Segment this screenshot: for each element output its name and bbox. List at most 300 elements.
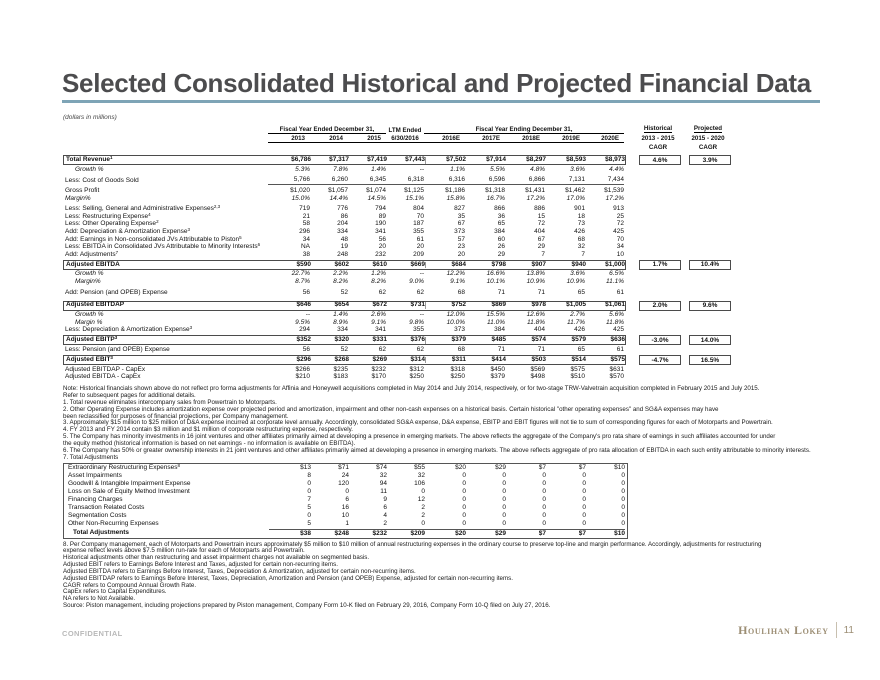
cagr-projected-cell: 16.5% bbox=[689, 355, 731, 365]
ltm-date-col: 6/30/2016 bbox=[386, 135, 424, 143]
value-cell: 72 bbox=[537, 220, 545, 228]
footnote-line: Historical adjustments other than restructuring and asset impairment charges not available on segmented basis. bbox=[63, 554, 370, 562]
value-cell: 0 bbox=[462, 488, 466, 496]
value-cell: 232 bbox=[375, 250, 386, 258]
value-cell: 6,345 bbox=[348, 177, 386, 186]
table-row bbox=[63, 177, 863, 185]
row-label-text: Less: Restructuring Expense bbox=[65, 212, 149, 220]
value-cell: 0 bbox=[462, 504, 466, 512]
row-label bbox=[64, 513, 269, 520]
footnote-ref: 3 bbox=[189, 325, 193, 331]
value-cell: 0 bbox=[421, 520, 425, 528]
value-cell: 62 bbox=[378, 346, 386, 354]
value-cell: $646 bbox=[296, 301, 311, 309]
value-cell: $379 bbox=[490, 373, 505, 381]
financial-table-header bbox=[63, 124, 863, 152]
value-cell: $907 bbox=[531, 260, 546, 268]
value-cell: 187 bbox=[413, 220, 424, 228]
header-years-row bbox=[63, 134, 863, 143]
value-cell: 0 bbox=[542, 504, 546, 512]
value-cell: $29 bbox=[466, 529, 506, 538]
value-cell: $7,443 bbox=[405, 156, 425, 164]
year-col: 2019E bbox=[562, 135, 580, 143]
units-note: (dollars in millions) bbox=[63, 114, 117, 121]
cagr-projected-cell bbox=[687, 213, 729, 221]
value-cell: 7,131 bbox=[545, 177, 585, 186]
value-cell: $266 bbox=[295, 365, 310, 373]
value-cell: 68 bbox=[577, 235, 585, 243]
value-cell: 2.2% bbox=[333, 270, 348, 278]
value-cell: 0 bbox=[421, 488, 425, 496]
value-cell: 0 bbox=[621, 480, 625, 488]
value-cell: 12 bbox=[417, 496, 425, 504]
value-cell: $669 bbox=[410, 260, 425, 268]
value-cell: 0 bbox=[462, 512, 466, 520]
value-cell: 0 bbox=[345, 488, 349, 496]
row-label-text: Less: Depreciation & Amortization Expense bbox=[65, 326, 190, 334]
value-cell: 61 bbox=[616, 288, 624, 296]
cagr-projected-cell bbox=[687, 188, 729, 196]
value-cell: 0 bbox=[307, 480, 311, 488]
value-cell: $978 bbox=[531, 301, 546, 309]
value-cell: 204 bbox=[337, 220, 348, 228]
value-cell: 11.8% bbox=[606, 318, 624, 326]
value-cell: 6,316 bbox=[424, 177, 465, 186]
row-label bbox=[64, 497, 269, 504]
cagr-historical-title: Historical bbox=[643, 125, 673, 132]
value-cell: $654 bbox=[334, 301, 349, 309]
value-cell: $631 bbox=[609, 365, 624, 373]
row-label bbox=[64, 521, 269, 528]
row-label bbox=[63, 312, 268, 319]
year-col: 2018E bbox=[522, 135, 540, 143]
value-cell: $579 bbox=[571, 336, 586, 344]
value-cell: $575 bbox=[570, 365, 585, 373]
value-cell: 1.4% bbox=[333, 311, 348, 319]
footnotes-bottom bbox=[63, 542, 863, 610]
row-main bbox=[64, 529, 625, 537]
value-cell: 1.4% bbox=[371, 165, 386, 173]
value-cell: 6,260 bbox=[310, 177, 348, 186]
table-row bbox=[63, 195, 863, 203]
value-cell: 8.2% bbox=[371, 278, 386, 286]
value-cell: 1.2% bbox=[371, 270, 386, 278]
value-cell: 0 bbox=[462, 496, 466, 504]
value-cell: 719 bbox=[299, 205, 310, 213]
value-cell: 913 bbox=[613, 205, 624, 213]
value-cell: 10.9% bbox=[526, 278, 545, 286]
value-cell: 9.1% bbox=[371, 318, 386, 326]
footnote-line: Adjusted EBIT refers to Earnings Before Interest and Taxes, adjusted for certain non-recurring items. bbox=[63, 561, 338, 569]
row-main bbox=[63, 346, 624, 354]
table-row bbox=[63, 155, 863, 165]
cagr-historical-cell: 1.7% bbox=[639, 260, 681, 270]
value-cell: $311 bbox=[425, 357, 466, 364]
value-cell: 61 bbox=[416, 235, 424, 243]
footnote-ref: 2 bbox=[156, 219, 159, 225]
value-cell: 62 bbox=[416, 346, 424, 354]
value-cell: 20 bbox=[378, 243, 386, 251]
footer-divider bbox=[836, 622, 837, 638]
value-cell: 11.1% bbox=[606, 278, 624, 286]
value-cell: $314 bbox=[410, 355, 425, 363]
value-cell: 3.6% bbox=[570, 270, 585, 278]
value-cell: 29 bbox=[537, 243, 545, 251]
footnote-line: expense reflect levels above $7.5 million run-rate for each of Motorparts and Powertrain. bbox=[63, 547, 305, 555]
row-label-text: Goodwill & Intangible Impairment Expense bbox=[68, 480, 191, 488]
value-cell: 8.7% bbox=[295, 278, 310, 286]
row-label-text: Total Revenue bbox=[66, 156, 110, 164]
row-main bbox=[63, 327, 624, 335]
value-cell: $170 bbox=[371, 373, 386, 381]
row-label bbox=[63, 188, 268, 195]
row-label bbox=[63, 229, 268, 236]
table-row bbox=[63, 297, 863, 300]
cagr-projected-cell bbox=[687, 366, 729, 374]
value-cell: 17.0% bbox=[566, 194, 585, 202]
value-cell: 52 bbox=[340, 288, 348, 296]
value-cell: $7,317 bbox=[329, 156, 349, 164]
value-cell: 5.3% bbox=[295, 165, 310, 173]
cagr-projected-title: Projected bbox=[693, 125, 723, 132]
value-cell: 6,866 bbox=[505, 177, 545, 186]
footnote-ref: 4 bbox=[148, 211, 151, 217]
value-cell: 0 bbox=[542, 488, 546, 496]
row-label-text: Segmentation Costs bbox=[68, 512, 127, 520]
value-cell: 60 bbox=[497, 235, 505, 243]
header-cagr-main bbox=[63, 143, 624, 152]
value-cell: 26 bbox=[497, 243, 505, 251]
value-cell: 6,596 bbox=[465, 177, 505, 186]
footnote-line: 3. Approximately $15 million to $25 million of D&A expense incurred at corporate level annually. Accordingly, consolidated SG&A expense, D&A expense, EBITP and EBIT figures will not tie to sum of corresponding figures for each of Motorparts and Powertrain. bbox=[63, 419, 773, 427]
cagr-historical-cell: 2.0% bbox=[639, 301, 681, 311]
value-cell: 12.6% bbox=[526, 311, 545, 319]
value-cell: -- bbox=[419, 165, 424, 173]
row-main bbox=[63, 374, 624, 382]
table-row bbox=[63, 355, 863, 365]
row-label-text: Growth % bbox=[75, 165, 104, 173]
footnote-line: 4. FY 2013 and FY 2014 contain $3 million and $1 million of corporate restructuring expense, respectively. bbox=[63, 426, 353, 434]
value-cell: $869 bbox=[491, 301, 506, 309]
cagr-projected-cell bbox=[687, 236, 729, 244]
row-label-text: Adjusted EBITDA - CapEx bbox=[65, 373, 141, 381]
value-cell: 901 bbox=[574, 205, 585, 213]
value-cell: 9.1% bbox=[450, 278, 465, 286]
row-label bbox=[63, 290, 268, 297]
cagr-historical-cell bbox=[637, 346, 679, 354]
value-cell: 0 bbox=[462, 480, 466, 488]
value-cell: 61 bbox=[616, 346, 624, 354]
cagr-projected-cell bbox=[687, 244, 729, 252]
value-cell: $318 bbox=[450, 365, 465, 373]
row-label bbox=[63, 196, 268, 203]
row-label bbox=[64, 489, 269, 496]
footnote-line: NA refers to Not Available. bbox=[63, 595, 136, 603]
value-cell: 0 bbox=[621, 512, 625, 520]
row-label bbox=[64, 337, 269, 344]
row-label bbox=[63, 178, 268, 185]
footnote-ref: 6 bbox=[257, 242, 261, 248]
value-cell: $248 bbox=[311, 529, 349, 538]
cagr-historical-cell bbox=[637, 195, 679, 203]
value-cell: $450 bbox=[490, 365, 505, 373]
cagr-projected-cell bbox=[687, 221, 729, 229]
value-cell: 190 bbox=[375, 220, 386, 228]
row-label bbox=[63, 244, 268, 251]
value-cell: 1 bbox=[345, 520, 349, 528]
adjustments-table bbox=[63, 463, 628, 539]
value-cell: 0 bbox=[502, 504, 506, 512]
value-cell: $250 bbox=[450, 373, 465, 381]
table-row bbox=[63, 251, 863, 259]
value-cell: 71 bbox=[497, 288, 505, 296]
value-cell: 32 bbox=[577, 243, 585, 251]
value-cell: 8.2% bbox=[333, 278, 348, 286]
value-cell: $7 bbox=[546, 529, 586, 538]
value-cell: 404 bbox=[534, 228, 545, 236]
value-cell: 0 bbox=[582, 520, 586, 528]
row-label-text: Less: EBITDA in Consolidated JVs Attributable to Minority Interests bbox=[65, 243, 258, 251]
value-cell: 355 bbox=[413, 228, 424, 236]
footnote-line: Note: Historical financials shown above do not reflect pro forma adjustments for Affinia and Honeywell acquisitions completed in May 2014 and July 2014, respectively, or for two-stage TRW-Valvetrain acquisition completed in February 2015 and July 2015. bbox=[63, 385, 760, 393]
value-cell: 0 bbox=[621, 520, 625, 528]
year-col: 2015 bbox=[367, 135, 381, 143]
row-label-text: Loss on Sale of Equity Method Investment bbox=[68, 488, 190, 496]
value-cell: 35 bbox=[457, 212, 465, 220]
footnote-line: 5. The Company has minority investments in 16 joint ventures and other affiliates primarily aimed at developing a presence in emerging markets. The above reflects the aggregate of the Company's pro rata share of earnings in such affiliates accounted for under bbox=[63, 433, 776, 441]
value-cell: $684 bbox=[425, 262, 466, 269]
col-group-projected: Fiscal Year Ending December 31, bbox=[424, 126, 624, 134]
row-label-text: Growth % bbox=[75, 270, 104, 278]
value-cell: -- bbox=[419, 270, 424, 278]
table-row bbox=[63, 289, 863, 297]
table-row bbox=[63, 374, 863, 382]
cagr-projected-cell bbox=[687, 229, 729, 237]
value-cell: 89 bbox=[378, 212, 386, 220]
value-cell: 15.1% bbox=[405, 194, 424, 202]
value-cell: 56 bbox=[302, 346, 310, 354]
row-label bbox=[63, 221, 268, 228]
cagr-projected-cell bbox=[687, 312, 729, 320]
footnote-line: 1. Total revenue eliminates intercompany sales from Powertrain to Motorparts. bbox=[63, 398, 277, 406]
value-cell: 22.7% bbox=[291, 270, 310, 278]
value-cell: 52 bbox=[340, 346, 348, 354]
row-label-text: Financing Charges bbox=[68, 496, 123, 504]
value-cell: 0 bbox=[502, 472, 506, 480]
footnote-line: CAGR refers to Compound Annual Growth Rate. bbox=[63, 581, 197, 589]
adjustments-heading: 7. Total Adjustments bbox=[63, 453, 119, 461]
value-cell: $232 bbox=[371, 365, 386, 373]
value-cell: $379 bbox=[425, 337, 466, 344]
value-cell: $1,431 bbox=[525, 187, 545, 195]
value-cell: 4.8% bbox=[530, 165, 545, 173]
adjustment-row bbox=[64, 521, 627, 529]
value-cell: $1,000 bbox=[605, 260, 625, 268]
value-cell: $636 bbox=[610, 336, 625, 344]
value-cell: 0 bbox=[542, 520, 546, 528]
value-cell: 29 bbox=[497, 250, 505, 258]
row-label bbox=[63, 327, 268, 334]
value-cell: 7 bbox=[307, 496, 311, 504]
row-label bbox=[64, 473, 269, 480]
value-cell: 827 bbox=[454, 205, 465, 213]
row-label-text: Growth % bbox=[75, 311, 104, 319]
value-cell: 9.5% bbox=[295, 318, 310, 326]
cagr-historical-cell bbox=[637, 206, 679, 214]
value-cell: 776 bbox=[337, 205, 348, 213]
value-cell: 73 bbox=[577, 220, 585, 228]
row-label-text: Less: Cost of Goods Sold bbox=[65, 176, 139, 184]
cagr-projected-range: 2015 - 2020 bbox=[691, 135, 725, 143]
brand-logo: Houlihan Lokey bbox=[738, 622, 829, 637]
footnote-line: 2. Other Operating Expense includes amortization expense over projected period and amortization, impairment and other non-cash expenses on a historical basis. Certain historical "other operating expenses" and SG&A expenses may have bbox=[63, 405, 719, 413]
value-cell: 426 bbox=[574, 228, 585, 236]
value-cell: 16 bbox=[341, 504, 349, 512]
cagr-historical-label: CAGR bbox=[648, 144, 668, 152]
cagr-projected-cell bbox=[687, 319, 729, 327]
value-cell: 0 bbox=[621, 472, 625, 480]
value-cell: 5 bbox=[307, 504, 311, 512]
value-cell: 0 bbox=[307, 488, 311, 496]
value-cell: 0 bbox=[462, 520, 466, 528]
cagr-historical-cell bbox=[637, 244, 679, 252]
row-main bbox=[63, 355, 626, 365]
value-cell: 2.6% bbox=[371, 311, 386, 319]
page-number: 11 bbox=[843, 624, 854, 636]
row-label-text: Adjusted EBITDAP - CapEx bbox=[65, 365, 146, 373]
value-cell: $672 bbox=[372, 301, 387, 309]
row-label-text: Less: Other Operating Expense bbox=[65, 220, 157, 228]
value-cell: 4 bbox=[383, 512, 387, 520]
value-cell: $269 bbox=[372, 355, 387, 363]
cagr-historical-cell bbox=[637, 188, 679, 196]
value-cell: 14.4% bbox=[329, 194, 348, 202]
footnote-ref: 3 bbox=[110, 354, 113, 360]
value-cell: 7 bbox=[581, 250, 585, 258]
value-cell: $1,061 bbox=[605, 301, 625, 309]
value-cell: 866 bbox=[494, 205, 505, 213]
cagr-historical-cell: -3.0% bbox=[639, 335, 681, 345]
header-cagr-row bbox=[63, 143, 863, 152]
value-cell: 0 bbox=[621, 488, 625, 496]
value-cell: 15.5% bbox=[486, 311, 505, 319]
row-label-text: Transaction Related Costs bbox=[68, 504, 145, 512]
cagr-historical-cell bbox=[637, 236, 679, 244]
value-cell: 296 bbox=[299, 228, 310, 236]
value-cell: 48 bbox=[340, 235, 348, 243]
value-cell: 4.4% bbox=[609, 165, 624, 173]
value-cell: 6,318 bbox=[386, 177, 424, 186]
footnote-line: Adjusted EBITDAP refers to Earnings Before Interest, Taxes, Depreciation, Amortization and Pension (and OPEB) Expense, adjusted for certain non-recurring items. bbox=[63, 574, 513, 582]
row-label-text: Add: Pension (and OPEB) Expense bbox=[65, 288, 168, 296]
value-cell: 5 bbox=[307, 520, 311, 528]
value-cell: 62 bbox=[378, 288, 386, 296]
value-cell: $7,914 bbox=[486, 156, 506, 164]
value-cell: 334 bbox=[337, 326, 348, 334]
value-cell: 68 bbox=[457, 346, 465, 354]
footnote-ref: 3 bbox=[187, 227, 190, 233]
value-cell: $13 bbox=[300, 464, 311, 472]
table-row bbox=[63, 346, 863, 354]
cagr-projected-cell bbox=[687, 279, 729, 287]
value-cell: 62 bbox=[416, 288, 424, 296]
row-label-text: Adjusted EBITP bbox=[66, 336, 115, 344]
value-cell: 248 bbox=[337, 250, 348, 258]
row-label bbox=[64, 157, 269, 164]
row-main bbox=[64, 521, 625, 529]
value-cell: 373 bbox=[454, 228, 465, 236]
footnote-line: CapEx refers to Capital Expenditures. bbox=[63, 588, 167, 596]
row-label-text: Margin % bbox=[75, 318, 103, 326]
value-cell: $1,005 bbox=[566, 301, 586, 309]
value-cell: 0 bbox=[542, 512, 546, 520]
cagr-projected-cell: 3.9% bbox=[689, 155, 731, 165]
value-cell: 17.2% bbox=[526, 194, 545, 202]
value-cell: NA bbox=[300, 243, 310, 251]
adjustment-row bbox=[64, 529, 627, 537]
value-cell: $210 bbox=[295, 373, 310, 381]
year-col: 2014 bbox=[329, 135, 343, 143]
cagr-projected-cell bbox=[687, 206, 729, 214]
row-label-text: Add: Adjustments bbox=[65, 250, 116, 258]
value-cell: $209 bbox=[387, 529, 425, 538]
value-cell: 0 bbox=[621, 504, 625, 512]
cagr-projected-cell bbox=[687, 251, 729, 259]
value-cell: $798 bbox=[491, 260, 506, 268]
value-cell: 65 bbox=[497, 220, 505, 228]
cagr-historical-cell bbox=[637, 177, 679, 185]
cagr-projected-cell bbox=[687, 327, 729, 335]
table-row bbox=[63, 166, 863, 174]
footnote-line: the equity method (historical information is based on net earnings - no information is available on EBITDA). bbox=[63, 440, 356, 447]
value-cell: 404 bbox=[534, 326, 545, 334]
value-cell: 1.1% bbox=[450, 165, 465, 173]
row-label bbox=[64, 354, 269, 364]
year-col: 2016E bbox=[442, 135, 460, 143]
value-cell: 65 bbox=[577, 346, 585, 354]
cagr-projected-cell: 14.0% bbox=[689, 335, 731, 345]
value-cell: $610 bbox=[372, 260, 387, 268]
value-cell: 355 bbox=[413, 326, 424, 334]
page-title: Selected Consolidated Historical and Projected Financial Data bbox=[62, 68, 811, 98]
year-col: 2017E bbox=[482, 135, 500, 143]
value-cell: $1,074 bbox=[366, 187, 386, 195]
value-cell: 11.7% bbox=[567, 318, 585, 326]
value-cell: 24 bbox=[341, 472, 349, 480]
row-label bbox=[64, 465, 269, 472]
value-cell: 7 bbox=[541, 250, 545, 258]
value-cell: $1,057 bbox=[328, 187, 348, 195]
value-cell: $10 bbox=[614, 464, 625, 472]
cagr-projected-cell: 10.4% bbox=[689, 260, 731, 270]
value-cell: $296 bbox=[296, 355, 311, 363]
row-label-text: Other Non-Recurring Expenses bbox=[68, 520, 159, 528]
value-cell: 3.6% bbox=[570, 165, 585, 173]
value-cell: $8,973 bbox=[605, 156, 625, 164]
value-cell: $320 bbox=[334, 336, 349, 344]
slide-content bbox=[63, 124, 863, 610]
cagr-projected-cell: 9.6% bbox=[689, 301, 731, 311]
row-label bbox=[63, 279, 268, 286]
value-cell: $574 bbox=[531, 336, 546, 344]
value-cell: 384 bbox=[494, 326, 505, 334]
title-accent-rule bbox=[62, 100, 820, 103]
value-cell: $7,502 bbox=[425, 157, 466, 164]
value-cell: 20 bbox=[416, 243, 424, 251]
value-cell: 57 bbox=[457, 235, 465, 243]
row-label bbox=[64, 262, 269, 269]
value-cell: 71 bbox=[537, 346, 545, 354]
